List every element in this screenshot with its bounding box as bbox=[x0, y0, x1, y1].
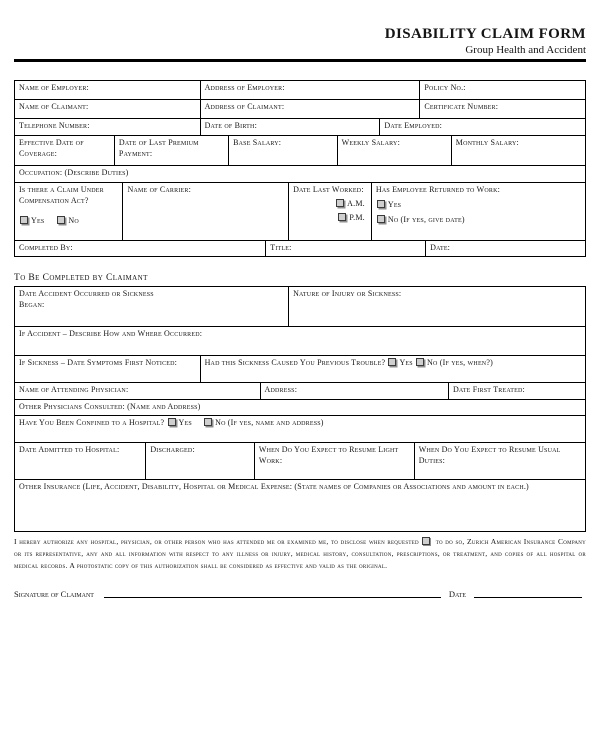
row-completed-by bbox=[14, 240, 586, 257]
field-occupation[interactable] bbox=[15, 166, 586, 183]
field-label: Base Salary: bbox=[233, 138, 282, 147]
row-hospital-confined bbox=[14, 415, 586, 443]
field-label: Date Last Worked: bbox=[293, 185, 364, 194]
field-label: Discharged: bbox=[150, 445, 195, 454]
field-label: Weekly Salary: bbox=[341, 138, 401, 147]
checkbox-no[interactable] bbox=[377, 215, 385, 223]
field-name-of-employer[interactable] bbox=[15, 81, 201, 100]
field-label: When Do You Expect to Resume Light Work: bbox=[258, 445, 399, 465]
field-policy-no[interactable] bbox=[420, 81, 586, 100]
checkbox-label: Yes bbox=[399, 358, 413, 367]
field-label: When Do You Expect to Resume Usual Duties: bbox=[418, 445, 561, 465]
checkbox-label: P.M. bbox=[349, 212, 365, 222]
field-label: Had this Sickness Caused You Previous Trouble? bbox=[204, 358, 386, 367]
checkbox-no[interactable] bbox=[204, 418, 212, 426]
field-resume-light-work[interactable] bbox=[254, 443, 414, 480]
row-hospital-dates bbox=[14, 442, 586, 480]
field-label: Has Employee Returned to Work: bbox=[375, 185, 501, 194]
checkbox-label: Yes bbox=[387, 199, 402, 209]
checkbox-label: No bbox=[68, 215, 79, 225]
field-label: Date Employed: bbox=[384, 121, 443, 130]
field-label: Other Insurance (Life, Accident, Disability, Hospital or Medical Expense: (State names of Companies or Associations and amount in each.) bbox=[19, 482, 529, 491]
field-date-of-last-premium-payment[interactable] bbox=[114, 136, 228, 166]
checkbox-yes[interactable] bbox=[377, 200, 385, 208]
checkbox-am[interactable] bbox=[336, 199, 344, 207]
field-date-accident-occurred[interactable] bbox=[15, 287, 289, 327]
field-monthly-salary[interactable] bbox=[451, 136, 585, 166]
field-discharged[interactable] bbox=[146, 443, 254, 480]
checkbox-no[interactable] bbox=[57, 216, 65, 224]
field-label: Date First Treated: bbox=[452, 385, 525, 394]
field-name-of-carrier[interactable] bbox=[123, 183, 289, 241]
checkbox-label: Yes bbox=[31, 215, 45, 225]
field-resume-usual-duties[interactable] bbox=[414, 443, 585, 480]
field-label: Address of Claimant: bbox=[204, 102, 285, 111]
row-telephone bbox=[14, 118, 586, 136]
field-label: Effective Date of Coverage: bbox=[19, 138, 84, 158]
field-label: Address: bbox=[264, 385, 298, 394]
field-effective-date-of-coverage[interactable] bbox=[15, 136, 115, 166]
spacer bbox=[14, 257, 586, 273]
date-line[interactable] bbox=[474, 588, 582, 598]
field-label: Date of Birth: bbox=[204, 121, 258, 130]
field-date[interactable] bbox=[426, 241, 586, 257]
field-address-of-employer[interactable] bbox=[200, 81, 420, 100]
field-base-salary[interactable] bbox=[229, 136, 337, 166]
field-label: Date Accident Occurred or Sickness Began: bbox=[19, 289, 154, 309]
field-date-employed[interactable] bbox=[380, 119, 586, 136]
field-label: Monthly Salary: bbox=[455, 138, 519, 147]
checkbox-label: Yes bbox=[178, 418, 192, 427]
yes-option bbox=[376, 200, 581, 211]
field-other-physicians-consulted[interactable] bbox=[15, 400, 586, 416]
checkbox-label: No (If yes, give date) bbox=[387, 214, 465, 224]
field-label: If Sickness – Date Symptoms First Noticed: bbox=[19, 358, 178, 367]
signature-line[interactable] bbox=[104, 588, 441, 598]
signature-row bbox=[14, 588, 586, 599]
no-option bbox=[376, 215, 581, 226]
authorization-checkbox[interactable] bbox=[422, 537, 430, 545]
field-label: Nature of Injury or Sickness: bbox=[293, 289, 402, 298]
row-occupation bbox=[14, 165, 586, 183]
field-label: Name of Attending Physician: bbox=[19, 385, 129, 394]
field-label: Date: bbox=[430, 243, 451, 252]
signature-label: Signature of Claimant bbox=[14, 589, 94, 600]
field-title[interactable] bbox=[266, 241, 426, 257]
field-has-employee-returned-to-work[interactable] bbox=[371, 183, 585, 241]
field-date-first-treated[interactable] bbox=[448, 383, 585, 400]
field-certificate-number[interactable] bbox=[420, 100, 586, 119]
checkbox-pm[interactable] bbox=[338, 213, 346, 221]
field-date-admitted-to-hospital[interactable] bbox=[15, 443, 146, 480]
row-other-insurance bbox=[14, 479, 586, 532]
row-if-accident bbox=[14, 326, 586, 356]
claimant-section-heading: To Be Completed by Claimant bbox=[14, 273, 148, 283]
field-physician-address[interactable] bbox=[260, 383, 448, 400]
checkbox-yes[interactable] bbox=[20, 216, 28, 224]
row-coverage-salary bbox=[14, 135, 586, 166]
spacer bbox=[14, 62, 586, 80]
form-subtitle: Group Health and Accident bbox=[465, 44, 586, 56]
field-date-last-worked[interactable] bbox=[289, 183, 372, 241]
field-previous-trouble[interactable] bbox=[200, 356, 585, 383]
field-if-accident-describe[interactable] bbox=[15, 327, 586, 356]
field-label: Title: bbox=[270, 243, 292, 252]
row-employer-name bbox=[14, 80, 586, 100]
am-option bbox=[293, 199, 367, 210]
field-completed-by[interactable] bbox=[15, 241, 266, 257]
field-label: Certificate Number: bbox=[424, 102, 499, 111]
field-label: Telephone Number: bbox=[19, 121, 90, 130]
field-address-of-claimant[interactable] bbox=[200, 100, 420, 119]
field-label: Occupation: (Describe Duties) bbox=[19, 168, 129, 177]
field-label: Date Admitted to Hospital: bbox=[19, 445, 120, 454]
row-if-sickness bbox=[14, 355, 586, 383]
field-label: Address of Employer: bbox=[204, 83, 285, 92]
form-header bbox=[14, 26, 586, 56]
field-name-of-claimant[interactable] bbox=[15, 100, 201, 119]
field-label: Other Physicians Consulted: (Name and Address) bbox=[19, 402, 201, 411]
row-accident-date bbox=[14, 286, 586, 327]
field-telephone-number[interactable] bbox=[15, 119, 201, 136]
field-confined-to-hospital[interactable] bbox=[15, 416, 586, 443]
checkbox-label: No (If yes, name and address) bbox=[215, 418, 324, 427]
field-claim-under-compensation-act[interactable] bbox=[15, 183, 123, 241]
field-weekly-salary[interactable] bbox=[337, 136, 451, 166]
pm-option bbox=[293, 213, 367, 224]
field-nature-of-injury[interactable] bbox=[289, 287, 586, 327]
field-label: Have You Been Confined to a Hospital? bbox=[19, 418, 165, 427]
checkbox-label: A.M. bbox=[347, 198, 365, 208]
form-title: DISABILITY CLAIM FORM bbox=[384, 26, 586, 42]
row-attending-physician bbox=[14, 382, 586, 400]
field-label: Name of Carrier: bbox=[127, 185, 192, 194]
checkbox-yes[interactable] bbox=[388, 358, 396, 366]
field-label: Is there a Claim Under Compensation Act? bbox=[19, 185, 104, 205]
field-if-sickness-date-symptoms[interactable] bbox=[15, 356, 201, 383]
field-label: If Accident – Describe How and Where Occurred: bbox=[19, 329, 203, 338]
checkbox-yes[interactable] bbox=[168, 418, 176, 426]
row-claimant-name bbox=[14, 99, 586, 119]
authorization-text-part1: I hereby authorize any hospital, physician, or other person who has attended me or examined me, to disclose when requested bbox=[14, 537, 419, 546]
authorization-paragraph bbox=[14, 536, 586, 571]
field-label: Date of Last Premium Payment: bbox=[118, 138, 199, 158]
field-date-of-birth[interactable] bbox=[200, 119, 380, 136]
checkbox-no[interactable] bbox=[416, 358, 424, 366]
row-compensation-claim bbox=[14, 182, 586, 241]
date-label: Date bbox=[448, 589, 466, 600]
field-name-of-attending-physician[interactable] bbox=[15, 383, 261, 400]
yes-no-options bbox=[19, 216, 118, 227]
field-label: Name of Claimant: bbox=[19, 102, 89, 111]
row-other-physicians bbox=[14, 399, 586, 416]
authorization-text-part2: to do so, Zurich American Insurance Company or its representative, any and all information with respect to any illness or injury, medical history, consultation, prescriptions, or treatment, and copies of all hospital or medical records. A photostatic copy of this authorization shall be considered as effective and valid as the original. bbox=[14, 537, 586, 570]
field-other-insurance[interactable] bbox=[15, 480, 586, 532]
field-label: Completed By: bbox=[19, 243, 73, 252]
field-label: Policy No.: bbox=[424, 83, 466, 92]
field-label: Name of Employer: bbox=[19, 83, 89, 92]
checkbox-label: No (If yes, when?) bbox=[427, 358, 493, 367]
